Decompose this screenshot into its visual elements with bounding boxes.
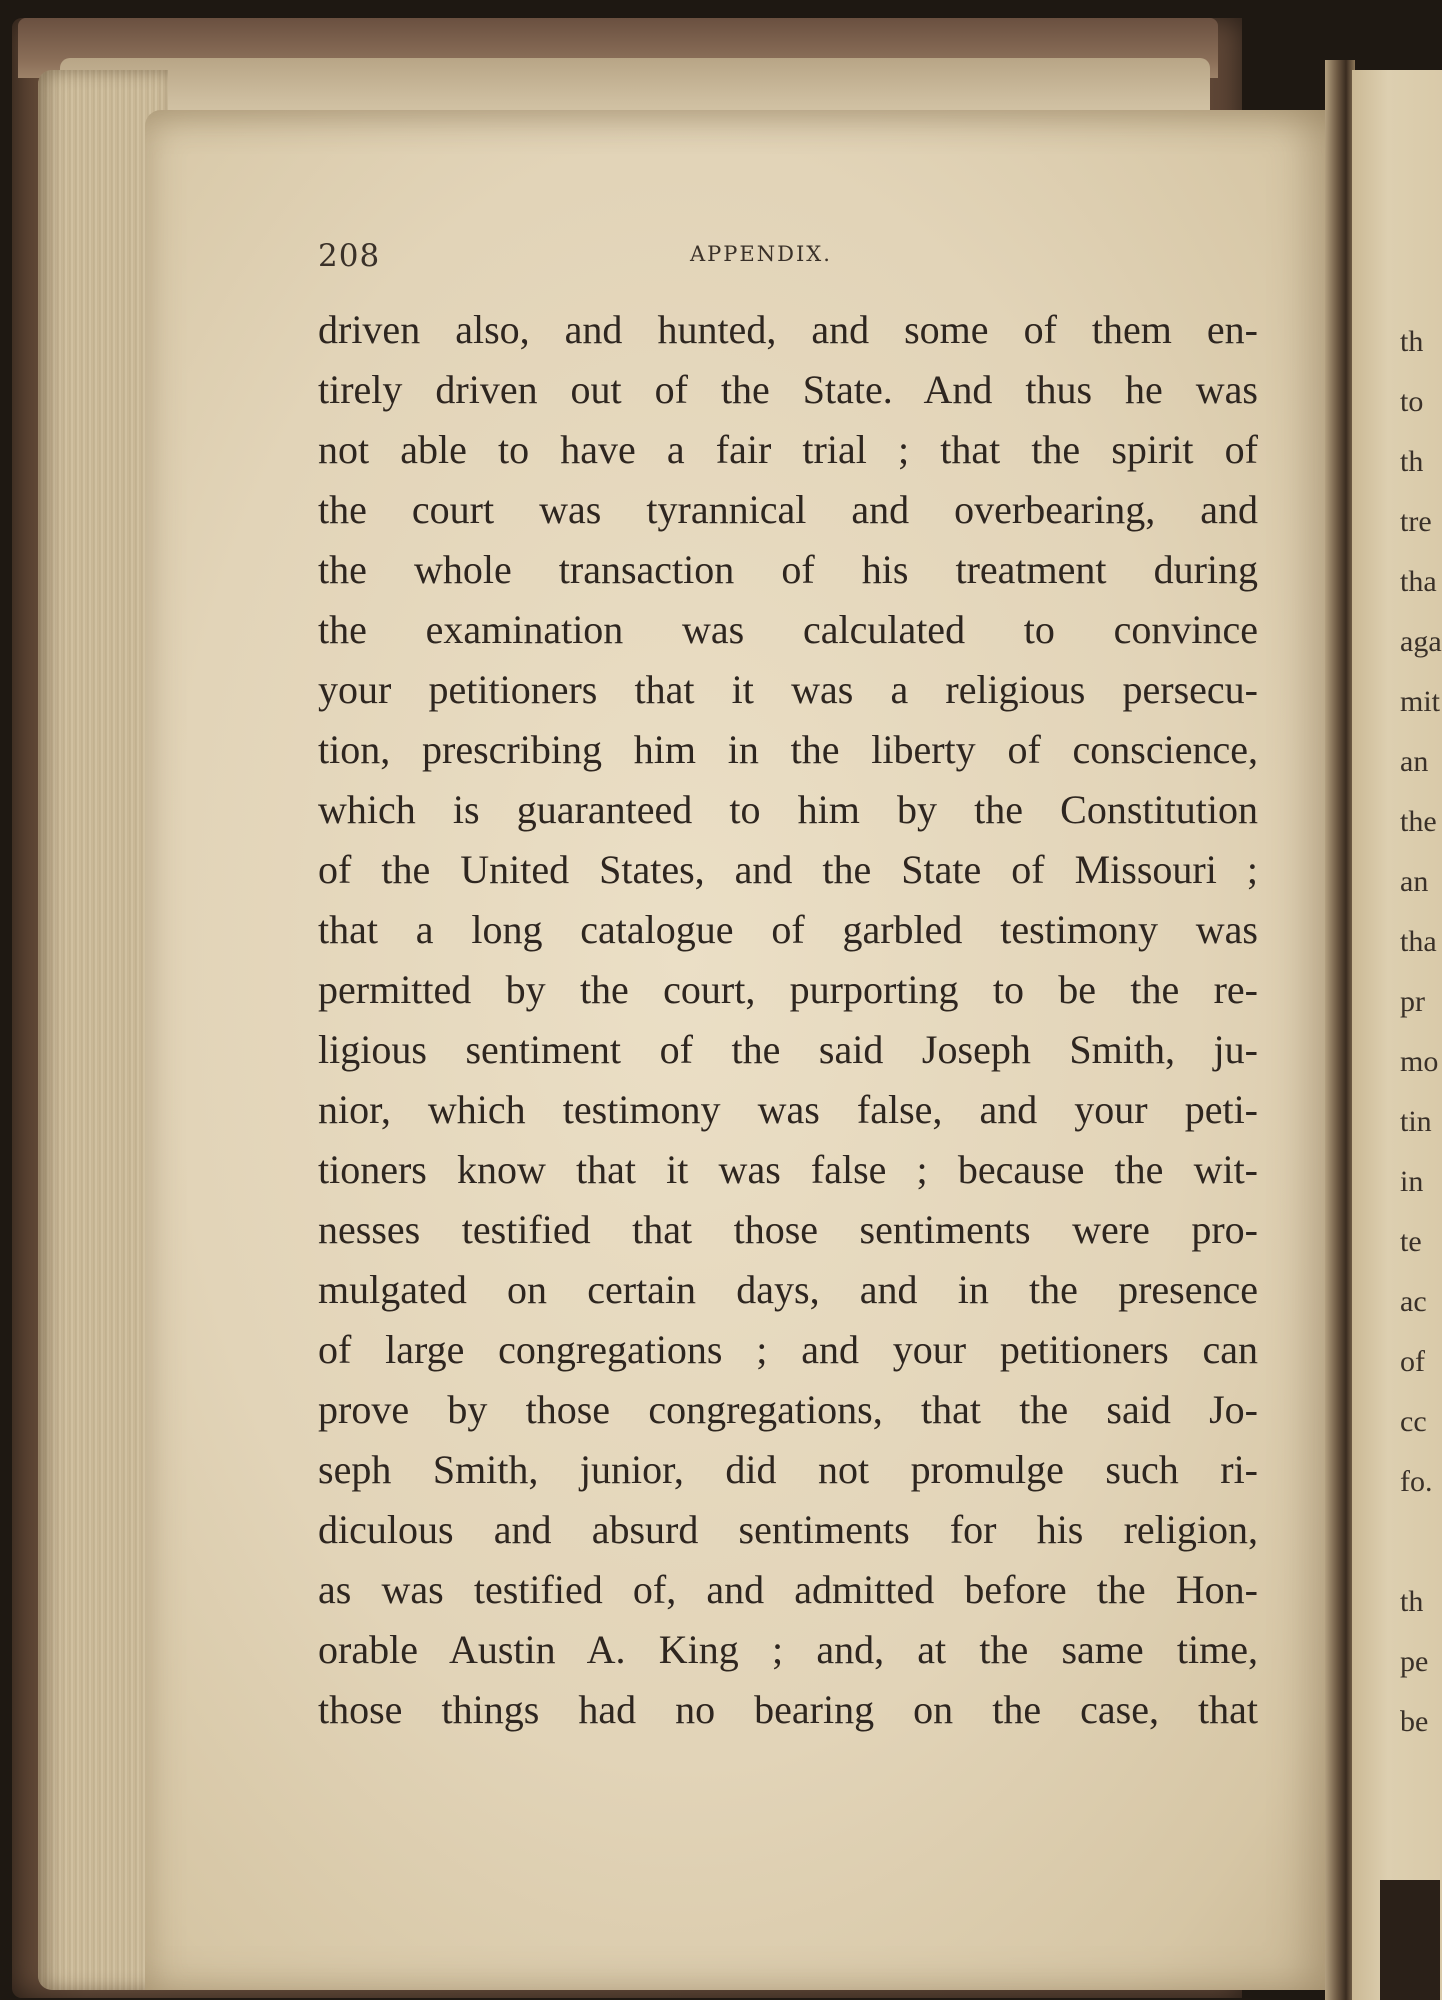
right-page-fragment: to bbox=[1400, 385, 1424, 418]
text-line: the court was tyrannical and overbearing, and bbox=[318, 487, 1258, 532]
text-line: of the United States, and the State of Missouri ; bbox=[318, 847, 1258, 892]
right-page-fragment: te bbox=[1400, 1225, 1422, 1258]
right-page-fragment: tha bbox=[1400, 565, 1437, 598]
right-page-fragment: mit bbox=[1400, 685, 1441, 718]
text-line: that a long catalogue of garbled testimony was bbox=[318, 907, 1258, 952]
right-page-fragment: cc bbox=[1400, 1405, 1427, 1438]
right-page-gap bbox=[1400, 1512, 1425, 1572]
text-line: nesses testified that those sentiments were pro- bbox=[318, 1207, 1258, 1252]
right-page-fragment: tin bbox=[1400, 1105, 1432, 1138]
right-page-fragment: th bbox=[1400, 325, 1424, 358]
right-page-fragment: of bbox=[1400, 1345, 1425, 1378]
text-line: those things had no bearing on the case, that bbox=[318, 1687, 1258, 1732]
text-line: tion, prescribing him in the liberty of conscience, bbox=[318, 727, 1258, 772]
right-page-fragment: mo bbox=[1400, 1045, 1439, 1078]
running-head bbox=[318, 238, 958, 278]
text-line: permitted by the court, purporting to be the re- bbox=[318, 967, 1258, 1012]
right-page-fragment: an bbox=[1400, 745, 1429, 778]
right-page-fragment: tha bbox=[1400, 925, 1437, 958]
text-line: tirely driven out of the State. And thus he was bbox=[318, 367, 1258, 412]
page-number: 208 bbox=[318, 238, 381, 274]
right-page-fragment: tre bbox=[1400, 505, 1432, 538]
text-line: nior, which testimony was false, and your peti- bbox=[318, 1087, 1258, 1132]
right-page-fragment: pr bbox=[1400, 985, 1425, 1018]
right-page-fragment: fo. bbox=[1400, 1465, 1433, 1498]
right-page-fragment: in bbox=[1400, 1165, 1424, 1198]
text-line: the whole transaction of his treatment during bbox=[318, 547, 1258, 592]
right-page-fragment: th bbox=[1400, 445, 1424, 478]
right-page bbox=[1352, 70, 1442, 2000]
text-line: which is guaranteed to him by the Constitution bbox=[318, 787, 1258, 832]
body-text bbox=[318, 300, 1258, 1740]
right-page-text-fragments bbox=[1400, 312, 1442, 1752]
text-line: ligious sentiment of the said Joseph Smith, ju- bbox=[318, 1027, 1258, 1072]
right-page-fragment: pe bbox=[1400, 1645, 1429, 1678]
text-line: of large congregations ; and your petitioners can bbox=[318, 1327, 1258, 1372]
right-page-fragment: be bbox=[1400, 1705, 1429, 1738]
text-line: diculous and absurd sentiments for his religion, bbox=[318, 1507, 1258, 1552]
text-line: seph Smith, junior, did not promulge such ri- bbox=[318, 1447, 1258, 1492]
right-page-fragment: the bbox=[1400, 805, 1437, 838]
right-page-fragment: an bbox=[1400, 865, 1429, 898]
text-line: tioners know that it was false ; because the wit- bbox=[318, 1147, 1258, 1192]
text-line: as was testified of, and admitted before the Hon- bbox=[318, 1567, 1258, 1612]
text-line: orable Austin A. King ; and, at the same time, bbox=[318, 1627, 1258, 1672]
text-line: not able to have a fair trial ; that the spirit of bbox=[318, 427, 1258, 472]
right-page-fragment: ac bbox=[1400, 1285, 1427, 1318]
book-gutter bbox=[1325, 60, 1355, 2000]
text-line: mulgated on certain days, and in the presence bbox=[318, 1267, 1258, 1312]
text-line: driven also, and hunted, and some of them en- bbox=[318, 307, 1258, 352]
text-line: prove by those congregations, that the said Jo- bbox=[318, 1387, 1258, 1432]
text-line: the examination was calculated to convince bbox=[318, 607, 1258, 652]
text-line: your petitioners that it was a religious persecu- bbox=[318, 667, 1258, 712]
right-page-corner bbox=[1380, 1880, 1440, 2000]
running-title: APPENDIX. bbox=[690, 242, 832, 266]
right-page-fragment: th bbox=[1400, 1585, 1424, 1618]
right-page-fragment: aga bbox=[1400, 625, 1442, 658]
